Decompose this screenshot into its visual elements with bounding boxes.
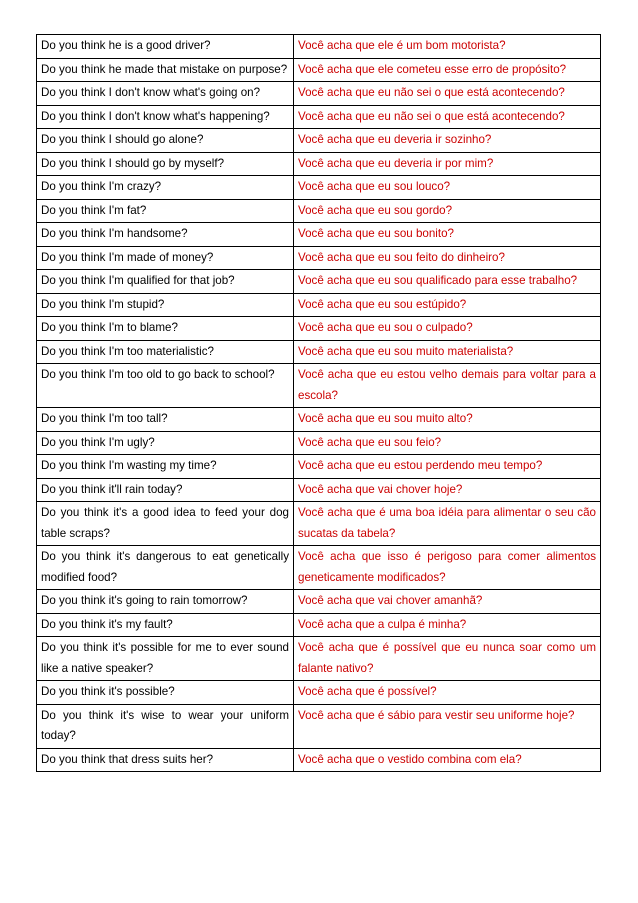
english-phrase-cell: Do you think I'm too old to go back to school?: [37, 364, 294, 408]
portuguese-translation-cell: Você acha que é sábio para vestir seu uniforme hoje?: [294, 704, 601, 748]
english-phrase-cell: Do you think that dress suits her?: [37, 748, 294, 772]
table-row: [37, 637, 601, 681]
portuguese-translation-cell: Você acha que é possível?: [294, 681, 601, 705]
english-phrase-cell: Do you think it's wise to wear your uniform today?: [37, 704, 294, 748]
portuguese-translation-cell: Você acha que eu estou velho demais para voltar para a escola?: [294, 364, 601, 408]
portuguese-translation-cell: Você acha que eu deveria ir por mim?: [294, 152, 601, 176]
english-phrase-cell: Do you think it's my fault?: [37, 613, 294, 637]
portuguese-translation-cell: Você acha que ele cometeu esse erro de propósito?: [294, 58, 601, 82]
table-row: [37, 455, 601, 479]
english-phrase-cell: Do you think I'm too tall?: [37, 408, 294, 432]
english-phrase-cell: Do you think it's dangerous to eat genetically modified food?: [37, 546, 294, 590]
english-phrase-cell: Do you think I'm handsome?: [37, 223, 294, 247]
portuguese-translation-cell: Você acha que eu estou perdendo meu tempo?: [294, 455, 601, 479]
portuguese-translation-cell: Você acha que eu sou muito alto?: [294, 408, 601, 432]
english-phrase-cell: Do you think I should go alone?: [37, 129, 294, 153]
english-phrase-cell: Do you think he made that mistake on purpose?: [37, 58, 294, 82]
english-phrase-cell: Do you think I'm too materialistic?: [37, 340, 294, 364]
portuguese-translation-cell: Você acha que a culpa é minha?: [294, 613, 601, 637]
table-row: [37, 129, 601, 153]
english-phrase-cell: Do you think I'm qualified for that job?: [37, 270, 294, 294]
portuguese-translation-cell: Você acha que eu sou louco?: [294, 176, 601, 200]
table-row: [37, 270, 601, 294]
portuguese-translation-cell: Você acha que é uma boa idéia para alimentar o seu cão sucatas da tabela?: [294, 502, 601, 546]
english-phrase-cell: Do you think it's possible?: [37, 681, 294, 705]
table-row: [37, 293, 601, 317]
english-phrase-cell: Do you think I should go by myself?: [37, 152, 294, 176]
english-phrase-cell: Do you think it'll rain today?: [37, 478, 294, 502]
portuguese-translation-cell: Você acha que eu sou bonito?: [294, 223, 601, 247]
table-row: [37, 431, 601, 455]
portuguese-translation-cell: Você acha que ele é um bom motorista?: [294, 35, 601, 59]
table-row: [37, 502, 601, 546]
portuguese-translation-cell: Você acha que eu não sei o que está acontecendo?: [294, 105, 601, 129]
table-row: [37, 246, 601, 270]
portuguese-translation-cell: Você acha que isso é perigoso para comer alimentos geneticamente modificados?: [294, 546, 601, 590]
english-phrase-cell: Do you think I don't know what's going on?: [37, 82, 294, 106]
table-row: [37, 317, 601, 341]
portuguese-translation-cell: Você acha que o vestido combina com ela?: [294, 748, 601, 772]
portuguese-translation-cell: Você acha que vai chover hoje?: [294, 478, 601, 502]
english-phrase-cell: Do you think I'm ugly?: [37, 431, 294, 455]
portuguese-translation-cell: Você acha que eu sou feio?: [294, 431, 601, 455]
table-row: [37, 613, 601, 637]
portuguese-translation-cell: Você acha que eu deveria ir sozinho?: [294, 129, 601, 153]
portuguese-translation-cell: Você acha que é possível que eu nunca soar como um falante nativo?: [294, 637, 601, 681]
table-row: [37, 364, 601, 408]
table-row: [37, 546, 601, 590]
portuguese-translation-cell: Você acha que eu sou qualificado para esse trabalho?: [294, 270, 601, 294]
english-phrase-cell: Do you think I'm fat?: [37, 199, 294, 223]
english-phrase-cell: Do you think it's a good idea to feed your dog table scraps?: [37, 502, 294, 546]
portuguese-translation-cell: Você acha que eu sou o culpado?: [294, 317, 601, 341]
table-row: [37, 152, 601, 176]
table-row: [37, 105, 601, 129]
english-phrase-cell: Do you think I don't know what's happening?: [37, 105, 294, 129]
portuguese-translation-cell: Você acha que eu sou estúpido?: [294, 293, 601, 317]
portuguese-translation-cell: Você acha que eu sou gordo?: [294, 199, 601, 223]
english-phrase-cell: Do you think I'm made of money?: [37, 246, 294, 270]
table-row: [37, 590, 601, 614]
phrase-translation-table: [36, 34, 601, 772]
table-row: [37, 176, 601, 200]
english-phrase-cell: Do you think it's going to rain tomorrow?: [37, 590, 294, 614]
table-row: [37, 681, 601, 705]
portuguese-translation-cell: Você acha que eu sou muito materialista?: [294, 340, 601, 364]
table-row: [37, 478, 601, 502]
table-row: [37, 82, 601, 106]
table-row: [37, 58, 601, 82]
portuguese-translation-cell: Você acha que eu sou feito do dinheiro?: [294, 246, 601, 270]
english-phrase-cell: Do you think I'm stupid?: [37, 293, 294, 317]
english-phrase-cell: Do you think I'm wasting my time?: [37, 455, 294, 479]
english-phrase-cell: Do you think I'm crazy?: [37, 176, 294, 200]
portuguese-translation-cell: Você acha que vai chover amanhã?: [294, 590, 601, 614]
english-phrase-cell: Do you think he is a good driver?: [37, 35, 294, 59]
table-row: [37, 704, 601, 748]
portuguese-translation-cell: Você acha que eu não sei o que está acontecendo?: [294, 82, 601, 106]
table-row: [37, 340, 601, 364]
english-phrase-cell: Do you think it's possible for me to ever sound like a native speaker?: [37, 637, 294, 681]
table-row: [37, 35, 601, 59]
table-row: [37, 748, 601, 772]
phrase-rows: [37, 35, 601, 772]
table-row: [37, 408, 601, 432]
english-phrase-cell: Do you think I'm to blame?: [37, 317, 294, 341]
table-row: [37, 223, 601, 247]
table-row: [37, 199, 601, 223]
